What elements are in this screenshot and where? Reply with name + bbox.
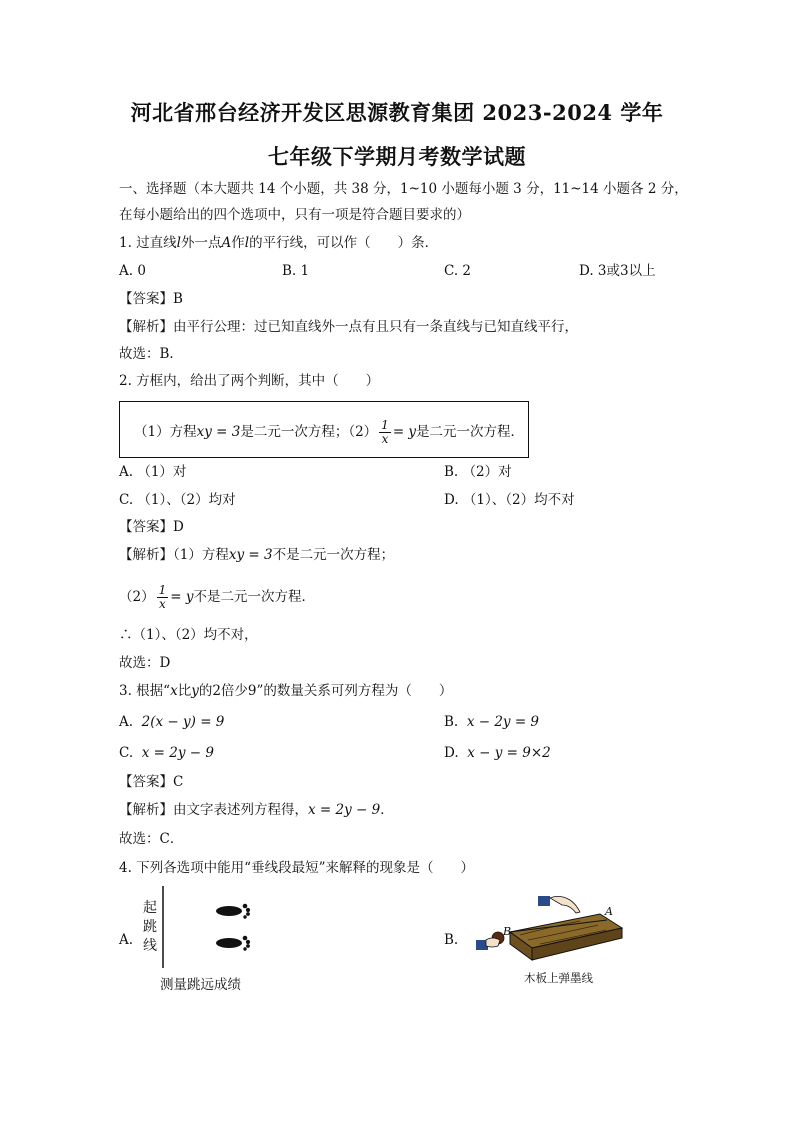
q4-a-side-char-3: 线 <box>143 938 157 954</box>
q1-analysis: 【解析】由平行公理：过已知直线外一点有且只有一条直线与已知直线平行， <box>119 319 578 335</box>
section-heading-line-2: 在每小题给出的四个选项中，只有一项是符合题目要求的） <box>119 207 470 223</box>
q1-var-l: l <box>176 235 181 251</box>
q3-stem-part: 的2倍少9”的数量关系可列方程为（ ） <box>198 683 453 699</box>
q1-option-d: D. 3或3以上 <box>579 263 656 279</box>
q1-conclusion: 故选：B． <box>119 346 183 362</box>
section-heading-line-1: 一、选择题（本大题共 14 个小题，共 38 分，1~10 小题每小题 3 分，11~14 小题各 2 分， <box>119 181 688 197</box>
fraction-numerator: 1 <box>381 418 389 432</box>
q3-stem-part: 3. 根据“ <box>119 683 171 699</box>
q2-analysis-fraction <box>157 584 169 611</box>
q3-answer: 【答案】C <box>119 774 184 790</box>
q2-option-a: A. （1）对 <box>119 464 187 480</box>
option-equation: 2(x − y) = 9 <box>141 714 225 730</box>
q1-stem-part: 的平行线，可以作（ ）条． <box>249 235 439 251</box>
title-line-1: 河北省邢台经济开发区思源教育集团 2023-2024 学年 <box>130 100 664 125</box>
q3-analysis-equation: x = 2y − 9 <box>308 802 381 818</box>
q3-var-y: y <box>191 683 199 699</box>
q2-therefore: ∴（1）、（2）均不对， <box>119 627 258 643</box>
q2-analysis-part: 不是二元一次方程． <box>193 589 315 605</box>
option-label: B. <box>444 714 459 730</box>
q2-box-part: （1）方程 <box>134 424 197 440</box>
hand-icon <box>486 938 500 947</box>
footprint-icon <box>216 936 250 951</box>
q2-box-text <box>134 419 524 446</box>
option-equation: x = 2y − 9 <box>141 745 214 761</box>
fraction-denominator: x <box>159 597 166 611</box>
q2-analysis-part: 【解析】（1）方程 <box>119 547 229 563</box>
q2-analysis-2 <box>119 584 315 611</box>
q1-var-l: l <box>244 235 250 251</box>
q3-stem <box>119 682 452 700</box>
option-label: C. <box>119 745 134 761</box>
option-equation: x − 2y = 9 <box>466 714 540 730</box>
fraction-denominator: x <box>381 432 389 446</box>
hand-icon <box>550 896 580 913</box>
q2-analysis-1 <box>119 546 394 564</box>
q4-b-plank-figure <box>470 890 630 970</box>
q3-option-a <box>119 713 224 731</box>
q2-analysis-equation: xy = 3 <box>228 547 273 563</box>
q3-stem-part: 比 <box>177 683 192 699</box>
q2-box-part: 是二元一次方程． <box>416 424 525 440</box>
q3-option-b <box>444 713 539 731</box>
q3-option-c <box>119 744 214 762</box>
q4-a-caption: 测量跳远成绩 <box>160 977 241 993</box>
q2-conclusion: 故选：D <box>119 655 171 671</box>
q2-option-b: B. （2）对 <box>444 464 512 480</box>
q4-b-point-B: B <box>503 925 512 938</box>
q3-var-x: x <box>170 683 178 699</box>
sleeve <box>538 896 550 906</box>
option-label: A. <box>119 714 134 730</box>
q4-stem: 4. 下列各选项中能用“垂线段最短”来解释的现象是（ ） <box>119 860 474 876</box>
q3-analysis-part: ． <box>380 802 394 818</box>
footprint-icon <box>216 904 250 919</box>
q4-a-long-jump-figure <box>155 886 265 968</box>
q2-box-equation-1: xy = 3 <box>196 424 241 440</box>
q1-stem-part: 1. 过直线 <box>119 235 177 251</box>
q2-box-equation-2: = y <box>392 424 417 440</box>
fraction-numerator: 1 <box>158 583 167 597</box>
q3-analysis <box>119 801 394 819</box>
q1-stem <box>119 234 438 252</box>
q2-judgement-box <box>119 401 529 458</box>
q1-option-a: A. 0 <box>119 263 146 279</box>
q2-box-part: 是二元一次方程；（2） <box>240 424 378 440</box>
q1-stem-part: 作 <box>231 235 245 251</box>
option-equation: x − y = 9×2 <box>467 745 551 761</box>
q1-option-c: C. 2 <box>444 263 472 279</box>
q4-option-b-label: B. <box>444 932 459 948</box>
q3-analysis-part: 【解析】由文字表述列方程得， <box>119 802 308 818</box>
q2-stem: 2. 方框内，给出了两个判断，其中（ ） <box>119 373 380 389</box>
q4-a-side-char-2: 跳 <box>143 919 157 935</box>
title-line-2: 七年级下学期月考数学试题 <box>268 144 526 169</box>
q2-analysis-part: （2） <box>119 589 155 605</box>
q4-b-point-A: A <box>605 905 613 918</box>
q3-option-d <box>444 744 551 762</box>
q2-answer: 【答案】D <box>119 519 184 535</box>
q2-box-fraction <box>379 419 391 446</box>
q4-a-side-char-1: 起 <box>143 900 157 916</box>
q2-option-c: C. （1）、（2）均对 <box>119 492 236 508</box>
q4-b-caption: 木板上弹墨线 <box>524 971 593 985</box>
q1-var-A: A <box>221 235 232 251</box>
q2-analysis-equation: = y <box>170 589 194 605</box>
q2-option-d: D. （1）、（2）均不对 <box>444 492 575 508</box>
q3-conclusion: 故选：C． <box>119 831 184 847</box>
option-label: D. <box>444 745 459 761</box>
q1-answer: 【答案】B <box>119 291 183 307</box>
q1-option-b: B. 1 <box>282 263 310 279</box>
q4-option-a-label: A. <box>119 932 134 948</box>
q1-stem-part: 外一点 <box>181 235 222 251</box>
q2-analysis-part: 不是二元一次方程； <box>272 547 395 563</box>
